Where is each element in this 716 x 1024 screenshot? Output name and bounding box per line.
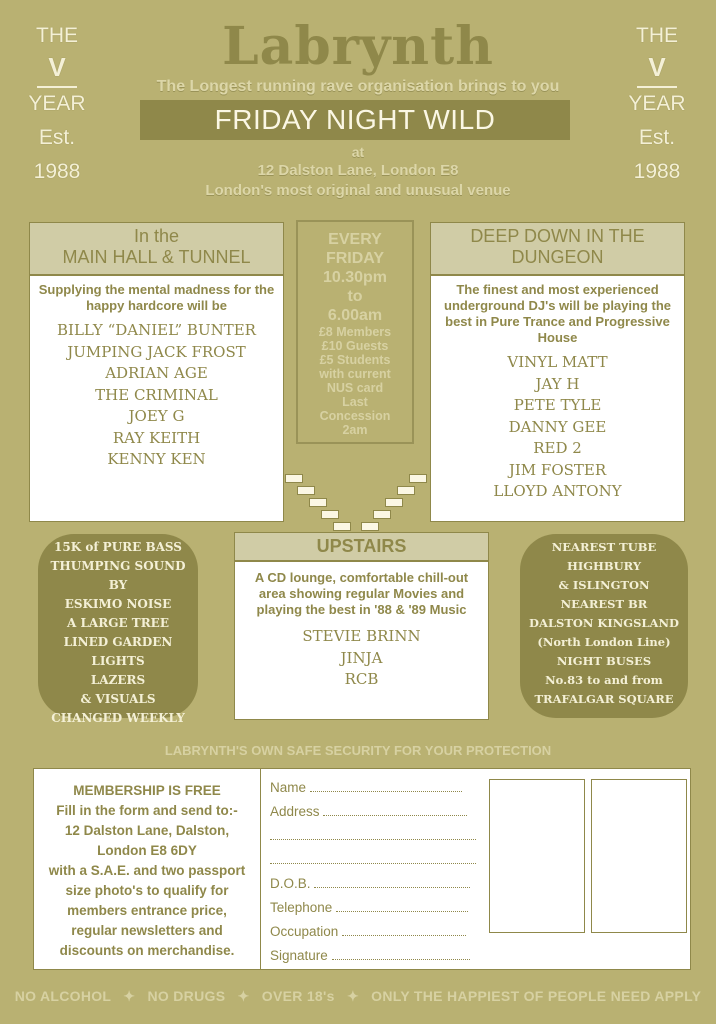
- address-line-3[interactable]: [270, 851, 476, 867]
- membership-form: [33, 768, 691, 970]
- oval-line: A LARGE TREE: [67, 616, 169, 630]
- sound-lights-oval: [38, 534, 198, 725]
- to-text: to: [347, 288, 363, 305]
- dungeon-heading-line1: DEEP DOWN IN THE: [470, 226, 645, 246]
- dj-name: DANNY GEE: [508, 417, 607, 436]
- dj-name: BILLY “DANIEL” BUNTER: [57, 321, 256, 339]
- main-hall-dj-list: [30, 320, 283, 471]
- main-hall-heading-line2: MAIN HALL & TUNNEL: [62, 247, 251, 267]
- oval-line: LIGHTS: [91, 654, 145, 668]
- address-line[interactable]: [323, 803, 467, 816]
- name-label: Name: [270, 780, 307, 795]
- membership-line: 12 Dalston Lane, Dalston,: [64, 823, 230, 838]
- star-icon: ✦: [346, 988, 359, 1004]
- concession-time: 2am: [342, 423, 368, 437]
- membership-line: London E8 6DY: [97, 843, 197, 858]
- dungeon-heading: [431, 223, 684, 276]
- membership-line: members entrance price,: [67, 903, 227, 918]
- oval-line: 15K of PURE BASS: [54, 540, 182, 554]
- price-line: NUS card: [326, 381, 384, 395]
- dj-name: RED 2: [533, 439, 582, 457]
- dj-name: JINJA: [340, 648, 383, 667]
- main-hall-heading-line1: In the: [133, 226, 180, 246]
- oval-line: LAZERS: [90, 673, 146, 687]
- occupation-field[interactable]: [270, 923, 466, 939]
- oval-line: CHANGED WEEKLY: [51, 711, 185, 725]
- concession-text: Concession: [319, 409, 391, 423]
- signature-line[interactable]: [332, 947, 470, 960]
- name-field[interactable]: [270, 779, 462, 795]
- star-icon: ✦: [237, 988, 250, 1004]
- end-time: 6.00am: [327, 307, 383, 324]
- dob-line[interactable]: [314, 875, 470, 888]
- membership-line: with a S.A.E. and two passport: [48, 863, 246, 878]
- footer-item: OVER 18's: [261, 988, 335, 1004]
- name-line[interactable]: [310, 779, 462, 792]
- upstairs-intro: A CD lounge, comfortable chill-out area showing regular Movies and playing the best in '88 & '89 Music: [254, 570, 469, 617]
- stair-step: [409, 474, 427, 483]
- price-line: £10 Guests: [321, 339, 389, 353]
- dj-name: RAY KEITH: [112, 428, 201, 447]
- occupation-label: Occupation: [270, 924, 339, 939]
- every-text: EVERY: [328, 231, 382, 248]
- stair-step: [385, 498, 403, 507]
- footer-item: NO DRUGS: [147, 988, 226, 1004]
- stair-step: [361, 522, 379, 531]
- transport-info-oval: [520, 534, 688, 718]
- dungeon-dj-list: [431, 352, 684, 503]
- oval-line: HIGHBURY: [566, 559, 642, 573]
- oval-line: LINED GARDEN: [63, 635, 173, 649]
- membership-line: MEMBERSHIP IS FREE: [73, 783, 221, 798]
- membership-line: Fill in the form and send to:-: [56, 803, 238, 818]
- side-year: YEAR: [628, 92, 686, 115]
- friday-text: FRIDAY: [325, 250, 385, 267]
- occupation-line[interactable]: [342, 923, 466, 936]
- side-year-num: 1988: [33, 160, 81, 183]
- address-line[interactable]: [270, 827, 476, 840]
- stair-step: [309, 498, 327, 507]
- main-hall-panel: [29, 222, 284, 522]
- side-v: V: [648, 52, 666, 82]
- stair-step: [333, 522, 351, 531]
- membership-line: discounts on merchandise.: [59, 943, 235, 958]
- side-the: THE: [636, 24, 678, 47]
- dj-name: JUMPING JACK FROST: [67, 342, 246, 361]
- telephone-field[interactable]: [270, 899, 468, 915]
- oval-line: THUMPING SOUND: [50, 559, 186, 573]
- dj-name: LLOYD ANTONY: [493, 482, 622, 500]
- dj-name: VINYL MATT: [507, 353, 608, 371]
- dungeon-heading-line2: DUNGEON: [511, 247, 604, 267]
- footer-rules: [0, 988, 716, 1005]
- photo-box-2[interactable]: [591, 779, 687, 933]
- side-year: YEAR: [28, 92, 86, 115]
- dj-name: ADRIAN AGE: [105, 364, 208, 382]
- price-line: £5 Students: [319, 353, 391, 367]
- event-name-banner: FRIDAY NIGHT WILD: [140, 100, 570, 140]
- signature-field[interactable]: [270, 947, 470, 963]
- dj-name: JOEY G: [128, 407, 185, 425]
- oval-line: NEAREST TUBE: [551, 540, 657, 554]
- address-field[interactable]: [270, 803, 467, 819]
- page-title: Labrynth: [222, 16, 494, 77]
- every-friday-box: [296, 220, 414, 444]
- last-text: Last: [342, 395, 368, 409]
- tagline: The Longest running rave organisation brings to you: [156, 78, 560, 95]
- membership-line: size photo's to qualify for: [65, 883, 229, 898]
- oval-line: (North London Line): [537, 635, 671, 649]
- telephone-line[interactable]: [336, 899, 468, 912]
- dj-name: RCB: [344, 670, 379, 688]
- at-text: at: [351, 144, 365, 160]
- dob-label: D.O.B.: [270, 876, 311, 891]
- dj-name: THE CRIMINAL: [95, 385, 218, 404]
- address-line-2[interactable]: [270, 827, 476, 843]
- stair-step: [285, 474, 303, 483]
- side-est: Est.: [638, 126, 676, 149]
- side-v: V: [48, 52, 66, 82]
- star-icon: ✦: [123, 988, 136, 1004]
- stair-step: [297, 486, 315, 495]
- signature-label: Signature: [270, 948, 328, 963]
- side-the: THE: [36, 24, 78, 47]
- oval-line: BY: [108, 578, 128, 592]
- security-notice: LABRYNTH'S OWN SAFE SECURITY FOR YOUR PROTECTION: [164, 743, 552, 758]
- photo-box-1[interactable]: [489, 779, 585, 933]
- upstairs-heading: UPSTAIRS: [235, 533, 488, 562]
- oval-line: NIGHT BUSES: [556, 654, 652, 668]
- oval-line: & VISUALS: [80, 692, 156, 706]
- oval-line: NEAREST BR: [560, 597, 648, 611]
- address-label: Address: [270, 804, 320, 819]
- stair-step: [321, 510, 339, 519]
- venue-description: London's most original and unusual venue: [205, 182, 511, 199]
- upstairs-panel: [234, 532, 489, 720]
- start-time: 10.30pm: [322, 269, 388, 286]
- membership-info: [34, 769, 261, 969]
- dungeon-intro: The finest and most experienced underground DJ's will be playing the best in Pure Trance and Progressive House: [444, 282, 671, 345]
- dj-name: PETE TYLE: [513, 396, 602, 414]
- main-hall-intro: Supplying the mental madness for the happy hardcore will be: [38, 282, 275, 313]
- footer-item: NO ALCOHOL: [14, 988, 112, 1004]
- dj-name: JAY H: [535, 374, 580, 393]
- oval-line: ESKIMO NOISE: [64, 597, 172, 611]
- dj-name: STEVIE BRINN: [302, 627, 421, 645]
- dj-name: JIM FOSTER: [508, 460, 607, 479]
- price-line: £8 Members: [318, 325, 392, 339]
- footer-item: ONLY THE HAPPIEST OF PEOPLE NEED APPLY: [371, 988, 702, 1004]
- side-est: Est.: [38, 126, 76, 149]
- stair-step: [397, 486, 415, 495]
- telephone-label: Telephone: [270, 900, 333, 915]
- oval-line: No.83 to and from: [545, 673, 663, 687]
- membership-line: regular newsletters and: [71, 923, 223, 938]
- venue-address: 12 Dalston Lane, London E8: [257, 162, 459, 179]
- dungeon-panel: [430, 222, 685, 522]
- oval-line: & ISLINGTON: [558, 578, 650, 592]
- dj-name: KENNY KEN: [107, 450, 206, 468]
- side-year-num: 1988: [633, 160, 681, 183]
- price-line: with current: [319, 367, 391, 381]
- dob-field[interactable]: [270, 875, 470, 891]
- oval-line: TRAFALGAR SQUARE: [534, 692, 674, 706]
- oval-line: DALSTON KINGSLAND: [529, 616, 679, 630]
- main-hall-heading: [30, 223, 283, 276]
- upstairs-dj-list: [235, 626, 488, 691]
- stair-step: [373, 510, 391, 519]
- address-line[interactable]: [270, 851, 476, 864]
